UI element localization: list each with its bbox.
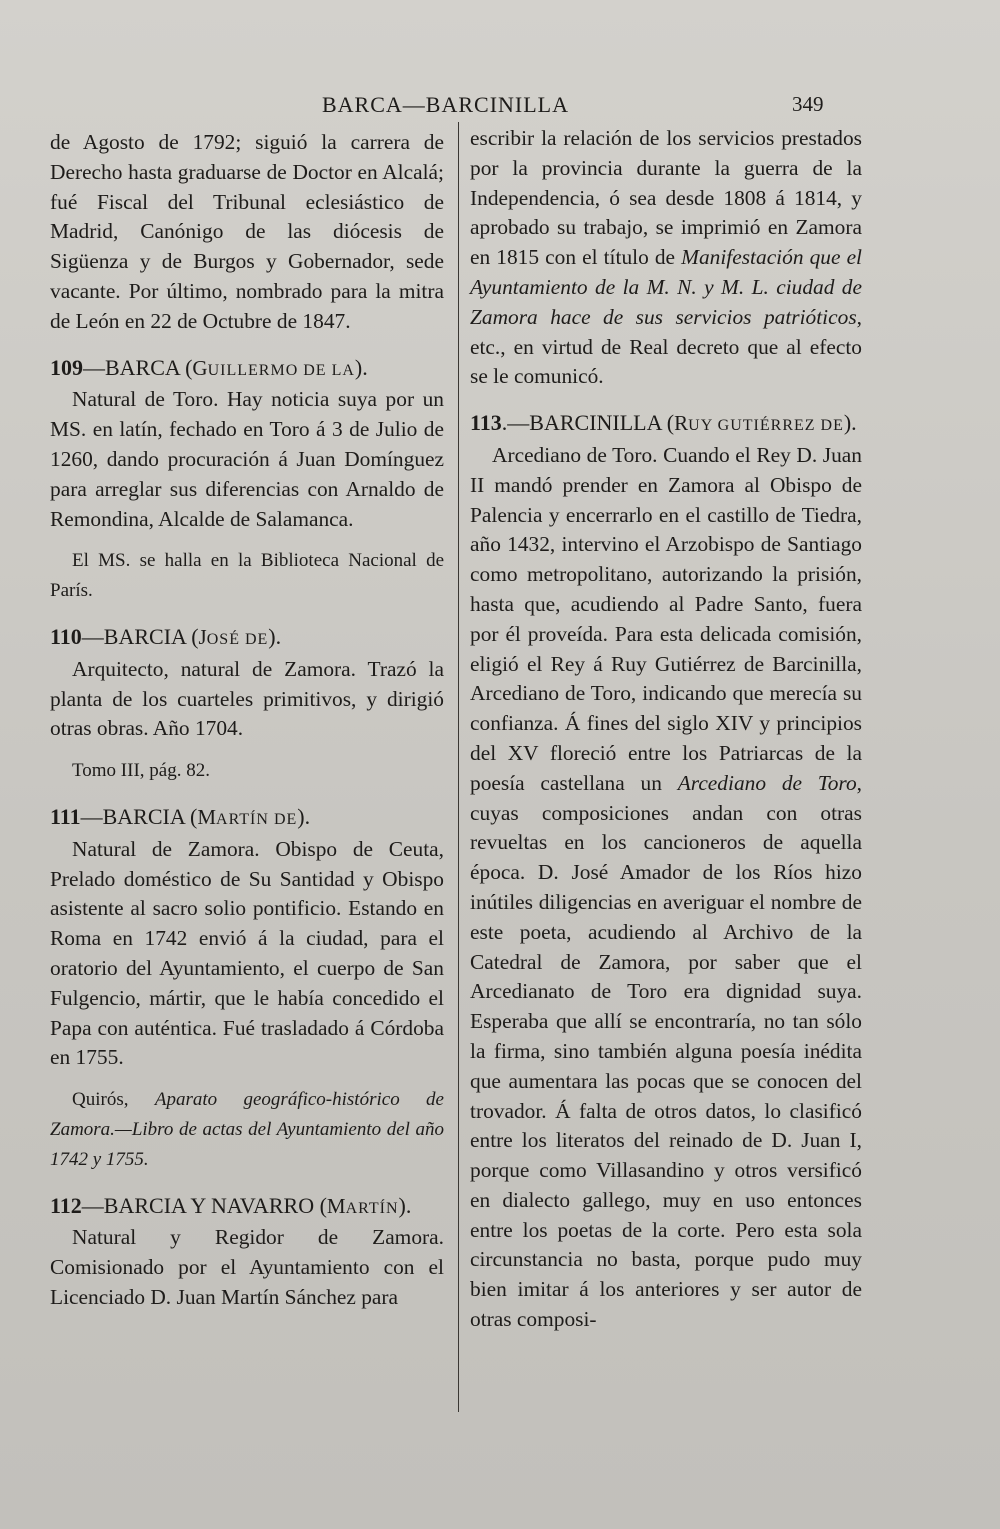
entry-112-body: Natural y Regidor de Zamora. Comisionado por el Ayuntamiento con el Licenciado D. Juan Martín Sánchez para (50, 1225, 444, 1309)
right-column (470, 124, 862, 1335)
entry-109-reference: El MS. se halla en la Biblioteca Nacional de París. (50, 550, 444, 602)
entry-113-heading: 113.—BARCINILLA (RUY GUTIÉRREZ DE). (470, 410, 857, 436)
column-divider (458, 122, 459, 1412)
left-intro-paragraph: de Agosto de 1792; siguió la carrera de Derecho hasta graduarse de Doctor en Alcalá; fué Fiscal del Tribunal eclesiástico de Madrid, Canónigo de las diócesis de Sigüenza y de Burgos y Gobernador, sede vacante. Por último, nombrado para la mitra de León en 22 de Octubre de 1847. (50, 130, 444, 333)
page-number: 349 (792, 92, 824, 116)
running-head: BARCA—BARCINILLA (322, 92, 570, 117)
entry-111-heading: 111—BARCIA (MARTÍN DE). (50, 803, 311, 829)
entry-110-reference: Tomo III, pág. 82. (72, 760, 210, 782)
entry-111-reference: Quirós, Aparato geográfico-histórico de Zamora.—Libro de actas del Ayuntamiento del año 1742 y 1755. (50, 1089, 444, 1170)
entry-111-body: Natural de Zamora. Obispo de Ceuta, Prelado doméstico de Su Santidad y Obispo asistente al sacro solio pontificio. Estando en Roma en 1742 envió á la ciudad, para el oratorio del Ayuntamiento, el cuerpo de San Fulgencio, mártir, que le había concedido el Papa con auténtica. Fué trasladado á Córdoba en 1755. (50, 836, 444, 1070)
entry-112-heading: 112—BARCIA Y NAVARRO (MARTÍN). (50, 1192, 412, 1218)
entry-110-body: Arquitecto, natural de Zamora. Trazó la planta de los cuarteles primitivos, y dirigió otras obras. Año 1704. (50, 656, 444, 741)
entry-110-heading: 110—BARCIA (JOSÉ DE). (50, 623, 282, 649)
entry-109-body: Natural de Toro. Hay noticia suya por un MS. en latín, fechado en Toro á 3 de Julio de 1260, dando procuración á Juan Domínguez para arreglar sus diferencias con Arnaldo de Remondina, Alcalde de Salamanca. (50, 387, 444, 531)
right-intro-paragraph: escribir la relación de los servicios prestados por la provincia durante la guerra de la Independencia, ó sea desde 1808 á 1814, y aprobado su trabajo, se imprimió en Zamora en 1815 con el título de Manifestación que el Ayuntamiento de la M. N. y M. L. ciudad de Zamora hace de sus servicios patrióticos, etc., en virtud de Real decreto que al efecto se le comunicó. (470, 126, 863, 389)
entry-113-body: Arcediano de Toro. Cuando el Rey D. Juan II mandó prender en Zamora al Obispo de Palencia y encerrarlo en el castillo de Tiedra, año 1432, intervino el Arzobispo de Santiago como metropolitano, autorizando la prisión, hasta que, acudiendo al Padre Santo, fuera por él proveída. Para esta delicada comisión, eligió el Rey á Ruy Gutiérrez de Barcinilla, Arcediano de Toro, indicando que merecía su confianza. Á fines del siglo XIV y principios del XV floreció entre los Patriarcas de la poesía castellana un Arcediano de Toro, cuyas composiciones andan con otras revueltas en los cancioneros de aquella época. D. José Amador de los Ríos hizo inútiles diligencias en averiguar el nombre de este poeta, acudiendo al Archivo de la Catedral de Zamora, por saber que el Arcedianato de Toro era dignidad suya. Esperaba que allí se encontraría, no tan sólo la firma, sino también alguna poesía inédita que aumentara las pocas que se conocen del trovador. Á falta de otros datos, lo clasificó entre los literatos del reinado de D. Juan I, porque como Villasandino y otros versificó en dialecto gallego, muy en uso entonces entre los poetas de la corte. Pero esta sola circunstancia no basta, porque pudo muy bien imitar á los anteriores y ser autor de otras composi- (470, 442, 862, 1332)
left-column (50, 128, 444, 1313)
entry-109-heading: 109—BARCA (GUILLERMO DE LA). (50, 354, 368, 380)
